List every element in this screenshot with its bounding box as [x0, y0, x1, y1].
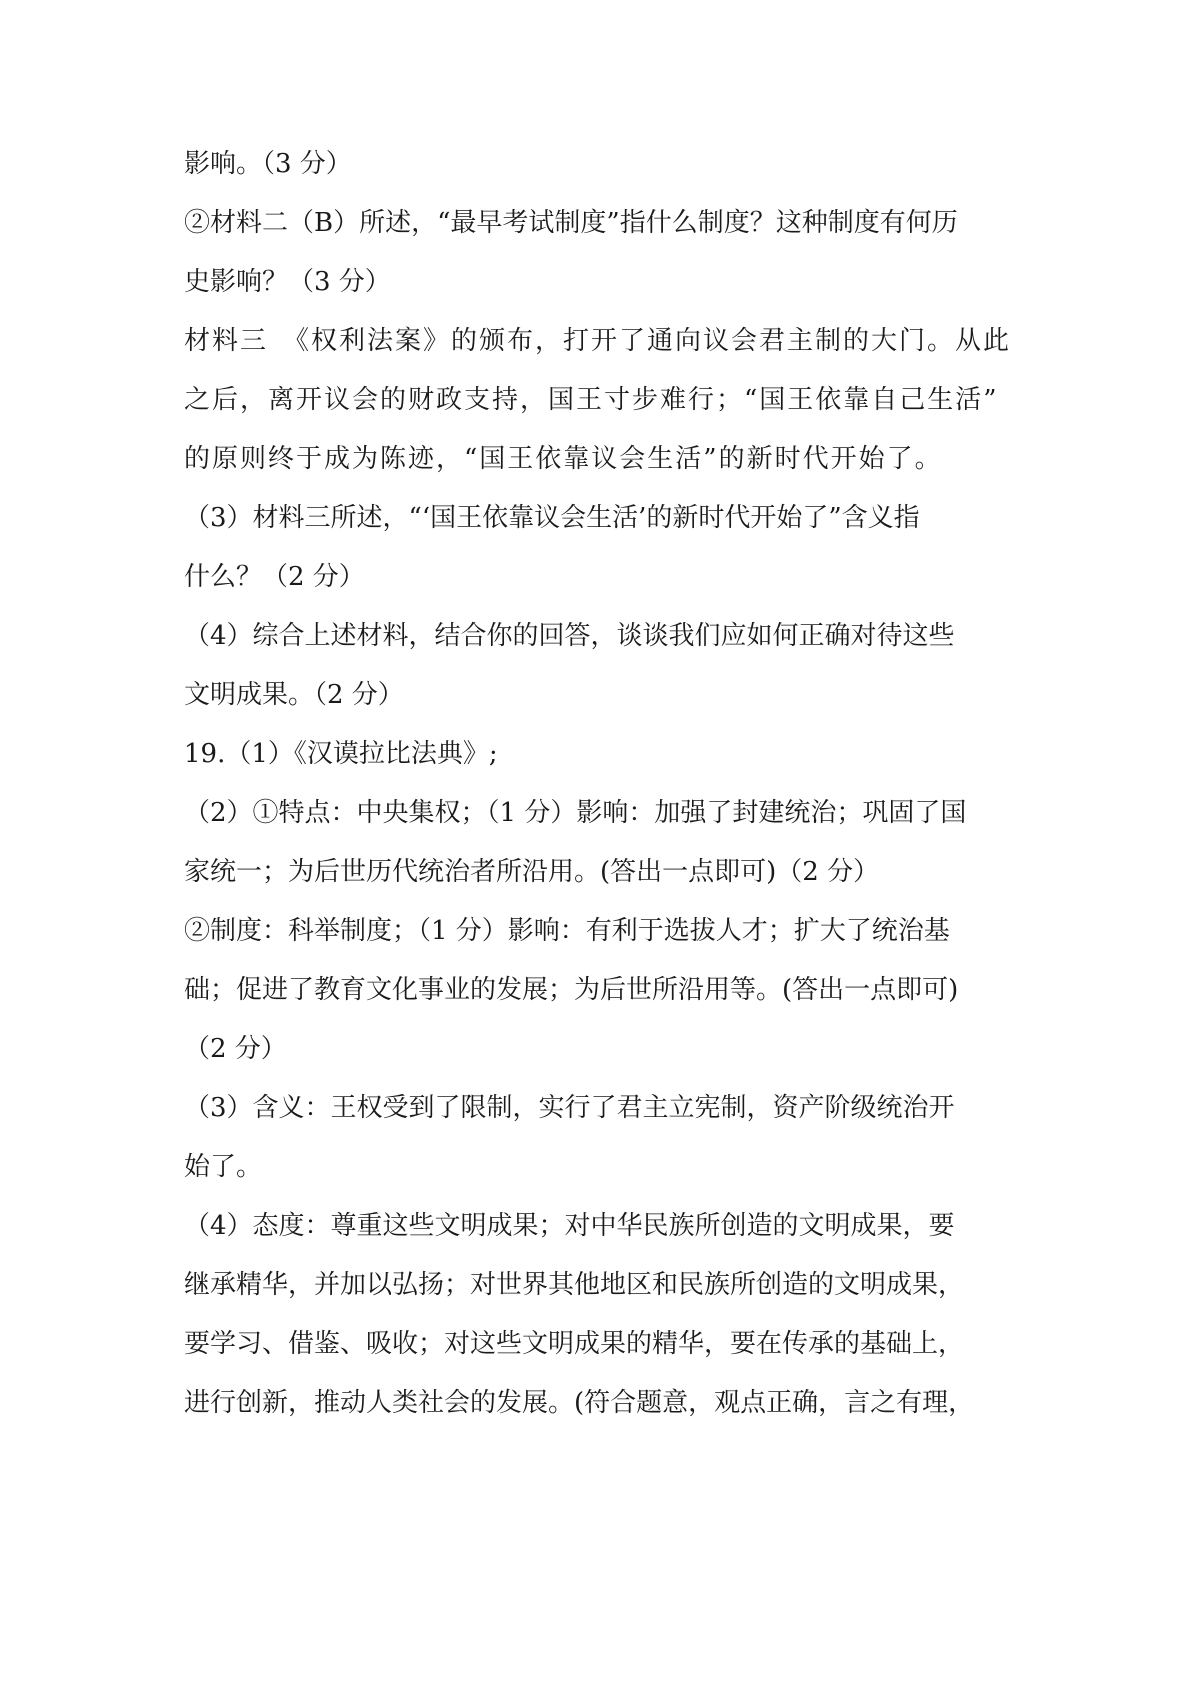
text-line: 础；促进了教育文化事业的发展；为后世所沿用等。(答出一点即可): [184, 975, 959, 1005]
text-line: 19.（1）《汉谟拉比法典》;: [184, 739, 498, 769]
text-line: 史影响？（3 分）: [184, 267, 391, 297]
text-line: （3）含义：王权受到了限制，实行了君主立宪制，资产阶级统治开: [184, 1093, 955, 1123]
text-line: 始了。: [184, 1152, 263, 1182]
text-line: ②材料二（B）所述，“最早考试制度”指什么制度？这种制度有何历: [184, 208, 958, 238]
text-line: （4）综合上述材料，结合你的回答，谈谈我们应如何正确对待这些: [184, 621, 955, 651]
text-line: ②制度：科举制度；（1 分）影响：有利于选拔人才；扩大了统治基: [184, 916, 950, 946]
text-line: （3）材料三所述，“‘国王依靠议会生活’的新时代开始了”含义指: [184, 503, 920, 533]
text-line: 材料三 《权利法案》的颁布，打开了通向议会君主制的大门。从此: [184, 326, 1012, 356]
text-line: （2）①特点：中央集权；（1 分）影响：加强了封建统治；巩固了国: [184, 798, 967, 828]
text-line: （2 分）: [184, 1034, 287, 1064]
text-line: 什么？（2 分）: [184, 562, 365, 592]
text-line: 要学习、借鉴、吸收；对这些文明成果的精华，要在传承的基础上，: [184, 1329, 965, 1359]
text-line: 之后，离开议会的财政支持，国王寸步难行；“国王依靠自己生活”: [184, 385, 999, 415]
text-line: 影响。（3 分）: [184, 149, 352, 179]
text-line: 家统一；为后世历代统治者所沿用。(答出一点即可)（2 分）: [184, 857, 880, 887]
text-line: （4）态度：尊重这些文明成果；对中华民族所创造的文明成果，要: [184, 1211, 955, 1241]
text-line: 进行创新，推动人类社会的发展。(符合题意，观点正确，言之有理，: [184, 1388, 975, 1418]
text-line: 文明成果。（2 分）: [184, 680, 404, 710]
text-line: 的原则终于成为陈迹，“国王依靠议会生活”的新时代开始了。: [184, 444, 943, 474]
text-line: 继承精华，并加以弘扬；对世界其他地区和民族所创造的文明成果，: [184, 1270, 965, 1300]
